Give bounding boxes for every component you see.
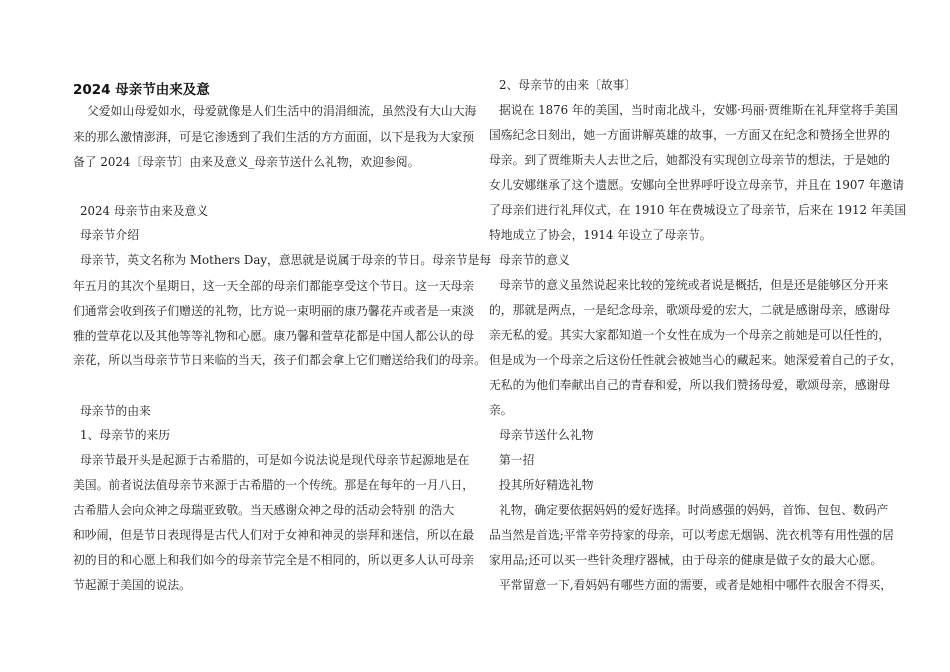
gift-heading: 母亲节送什么礼物 — [499, 428, 594, 442]
meaning-line-1: 母亲节的意义虽然说起来比较的笼统或者说是概括，但是还是能够区分开来 — [499, 278, 889, 292]
history-heading: 1、母亲节的来历 — [80, 428, 171, 442]
history-line-3: 古希腊人会向众神之母瑞亚致敬。当天感谢众神之母的活动会特别 的浩大 — [73, 503, 455, 517]
history-line-6: 节起源于美国的说法。 — [73, 578, 191, 592]
intro-line-3: 备了 2024〔母亲节〕由来及意义_母亲节送什么礼物，欢迎参阅。 — [73, 155, 420, 169]
history-line-5: 初的目的和心愿上和我们如今的母亲节完全是不相同的，所以更多人认可母亲 — [73, 553, 475, 567]
intro-section-line-4: 雅的萱草花以及其他等等礼物和心愿。康乃馨和萱草花都是中国人都公认的母 — [73, 329, 475, 343]
meaning-line-5: 无私的为他们奉献出自己的青春和爱，所以我们赞扬母爱，歌颂母亲，感谢母 — [489, 378, 891, 392]
intro-section-line-3: 们通常会收到孩子们赠送的礼物，比方说一束明丽的康乃馨花卉或者是一束淡 — [73, 304, 475, 318]
intro-section-line-1: 母亲节，英文名称为 Mothers Day，意思就是说属于母亲的节日。母亲节是每 — [80, 253, 492, 267]
origin-heading: 母亲节的由来 — [80, 404, 151, 418]
closing-line: 平常留意一下,看妈妈有哪些方面的需要，或者是她相中哪件衣服舍不得买， — [499, 578, 893, 592]
gift-tip-title: 投其所好精选礼物 — [499, 478, 594, 492]
intro-line-1: 父爱如山母爱如水，母爱就像是人们生活中的涓涓细流，虽然没有大山大海 — [87, 104, 477, 118]
intro-section-line-5: 亲花，所以当母亲节节日来临的当天，孩子们都会拿上它们赠送给我们的母亲。 — [73, 353, 486, 367]
intro-section-line-2: 年五月的其次个星期日，这一天全部的母亲们都能享受这个节日。这一天母亲 — [73, 279, 475, 293]
gift-line-3: 家用品;还可以买一些针灸理疗器械，由于母亲的健康是做子女的最大心愿。 — [489, 553, 883, 567]
meaning-line-4: 但是成为一个母亲之后这份任性就会被她当心的藏起来。她深爱着自己的子女， — [489, 353, 902, 367]
intro-line-2: 来的那么激情澎湃，可是它渗透到了我们生活的方方面面，以下是我为大家预 — [73, 130, 475, 144]
story-line-1: 据说在 1876 年的美国，当时南北战斗，安娜·玛丽·贾维斯在礼拜堂将手美国 — [499, 103, 898, 117]
document-title: 2024 母亲节由来及意 — [73, 82, 210, 98]
story-line-6: 特地成立了协会，1914 年设立了母亲节。 — [489, 228, 712, 242]
gift-line-2: 品当然是首选;平常辛劳持家的母亲，可以考虑无烟锅、洗衣机等有用性强的居 — [489, 528, 895, 542]
section-heading: 2024 母亲节由来及意义 — [80, 204, 209, 218]
story-line-4: 女儿安娜继承了这个遗愿。安娜向全世界呼吁设立母亲节，并且在 1907 年邀请 — [489, 178, 905, 192]
gift-tip-label: 第一招 — [499, 453, 535, 467]
gift-line-1: 礼物，确定要依据妈妈的爱好选择。时尚感强的妈妈，首饰、包包、数码产 — [499, 503, 889, 517]
history-line-2: 美国。前者说法值母亲节来源于古希腊的一个传统。那是在每年的一月八日， — [73, 478, 475, 492]
meaning-heading: 母亲节的意义 — [499, 253, 570, 267]
story-line-3: 母亲。到了贾维斯夫人去世之后，她都没有实现创立母亲节的想法，于是她的 — [489, 153, 891, 167]
meaning-line-3: 亲无私的爱。其实大家都知道一个女性在成为一个母亲之前她是可以任性的， — [489, 328, 891, 342]
meaning-line-2: 的，那就是两点，一是纪念母亲，歌颂母爱的宏大，二就是感谢母亲，感谢母 — [489, 303, 891, 317]
story-line-5: 了母亲们进行礼拜仪式，在 1910 年在费城设立了母亲节，后来在 1912 年美国 — [489, 203, 907, 217]
meaning-line-6: 亲。 — [489, 403, 513, 417]
story-heading: 2、母亲节的由来〔故事〕 — [499, 78, 637, 92]
intro-heading: 母亲节介绍 — [80, 228, 139, 242]
story-line-2: 国殇纪念日刻出，她一方面讲解英雄的故事，一方面又在纪念和赞扬全世界的 — [489, 128, 891, 142]
history-line-4: 和吵闹，但是节日表现得是古代人们对于女神和神灵的崇拜和迷信，所以在最 — [73, 528, 475, 542]
history-line-1: 母亲节最开头是起源于古希腊的，可是如今说法说是现代母亲节起源地是在 — [80, 453, 470, 467]
